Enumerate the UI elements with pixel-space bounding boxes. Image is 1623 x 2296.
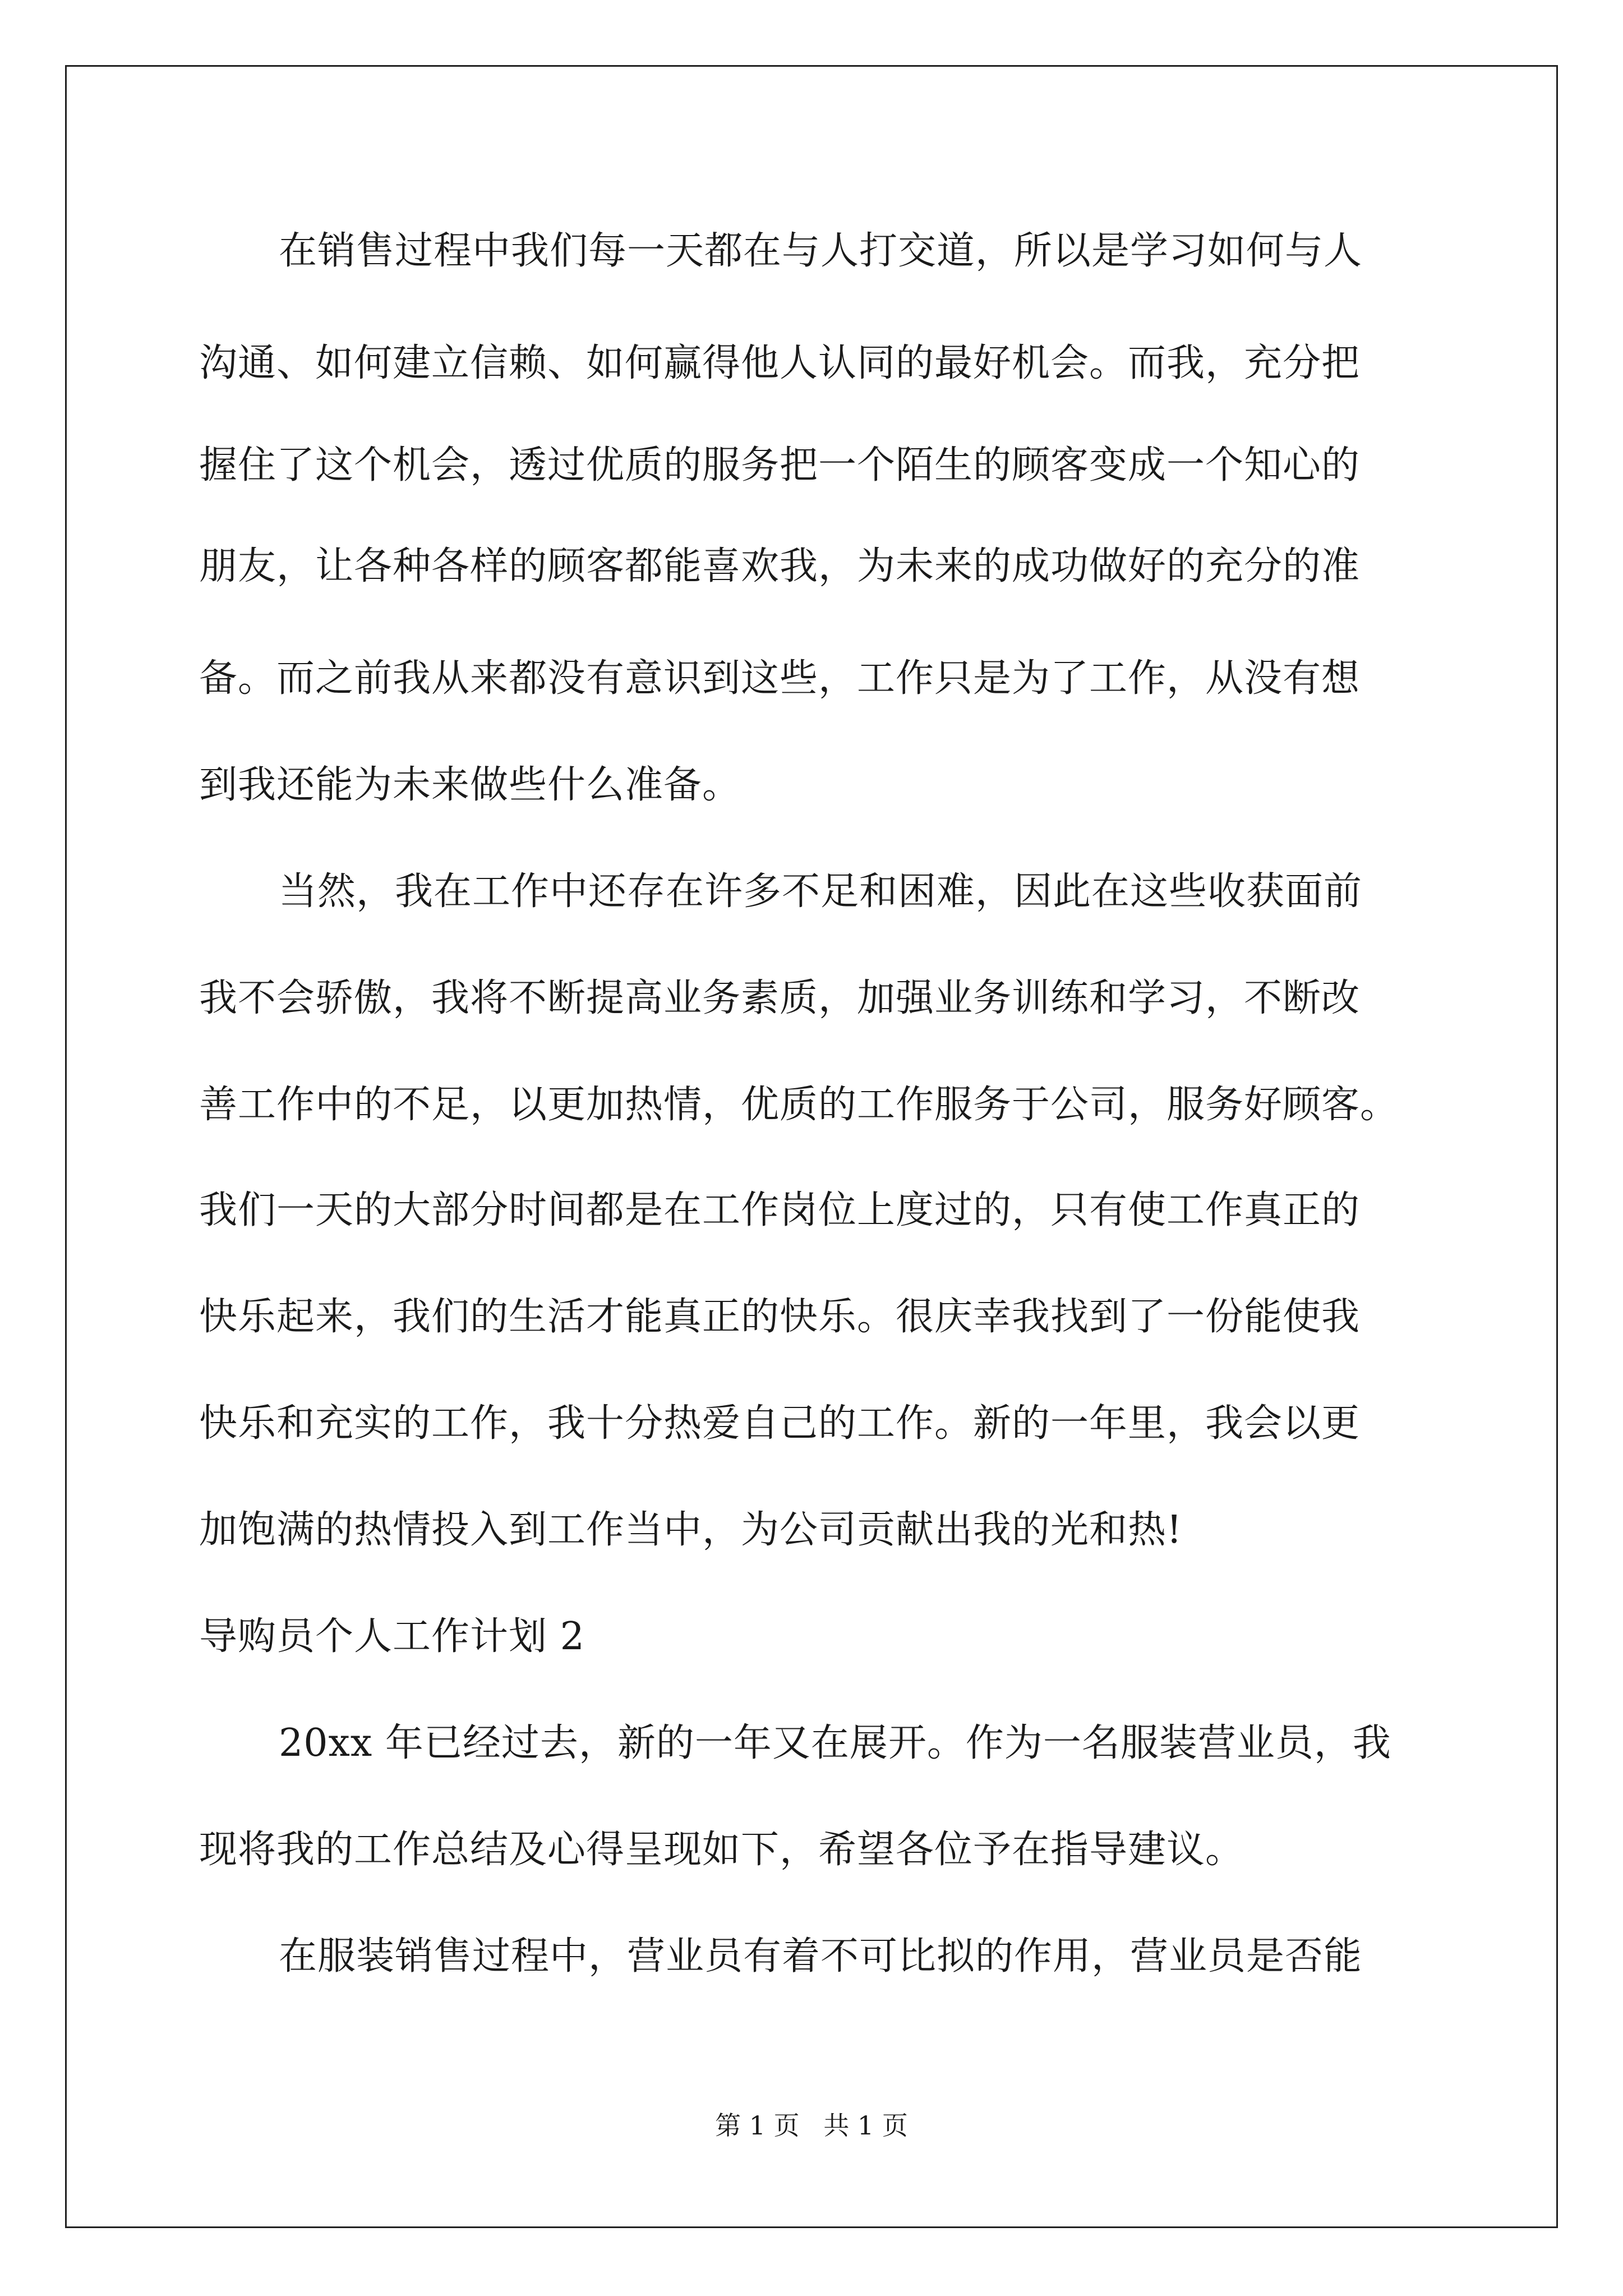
paragraph-4-line-1: 在服装销售过程中，营业员有着不可比拟的作用，营业员是否能 xyxy=(279,1934,1363,1978)
paragraph-2-line-4: 我们一天的大部分时间都是在工作岗位上度过的，只有使工作真正的 xyxy=(199,1188,1361,1232)
page-footer xyxy=(0,2110,1623,2141)
paragraph-1-line-3: 握住了这个机会，透过优质的服务把一个陌生的顾客变成一个知心的 xyxy=(199,443,1361,487)
paragraph-2-line-7: 加饱满的热情投入到工作当中，为公司贡献出我的光和热! xyxy=(199,1508,1183,1552)
paragraph-2-line-6: 快乐和充实的工作，我十分热爱自己的工作。新的一年里，我会以更 xyxy=(199,1401,1361,1446)
paragraph-3-line-1: 20xx 年已经过去，新的一年又在展开。作为一名服装营业员，我 xyxy=(279,1721,1391,1765)
paragraph-1-line-1: 在销售过程中我们每一天都在与人打交道，所以是学习如何与人 xyxy=(279,229,1363,273)
paragraph-2-line-2: 我不会骄傲，我将不断提高业务素质，加强业务训练和学习，不断改 xyxy=(199,976,1361,1020)
paragraph-3-line-2: 现将我的工作总结及心得呈现如下，希望各位予在指导建议。 xyxy=(199,1828,1244,1872)
paragraph-1-line-6: 到我还能为未来做些什么准备。 xyxy=(199,763,741,807)
paragraph-2-line-5: 快乐起来，我们的生活才能真正的快乐。很庆幸我找到了一份能使我 xyxy=(199,1295,1361,1339)
paragraph-1-line-2: 沟通、如何建立信赖、如何赢得他人认同的最好机会。而我，充分把 xyxy=(199,341,1361,385)
section-heading: 导购员个人工作计划 2 xyxy=(199,1614,585,1659)
paragraph-1-line-4: 朋友，让各种各样的顾客都能喜欢我，为未来的成功做好的充分的准 xyxy=(199,544,1361,588)
paragraph-1-line-5: 备。而之前我从来都没有意识到这些，工作只是为了工作，从没有想 xyxy=(199,656,1361,701)
page-number-total: 共 1 页 xyxy=(823,2110,908,2141)
paragraph-2-line-3: 善工作中的不足，以更加热情，优质的工作服务于公司，服务好顾客。 xyxy=(199,1083,1399,1127)
page-number-current: 第 1 页 xyxy=(715,2110,800,2141)
paragraph-2-line-1: 当然，我在工作中还存在许多不足和困难，因此在这些收获面前 xyxy=(279,869,1363,914)
page-border xyxy=(65,65,1558,2228)
